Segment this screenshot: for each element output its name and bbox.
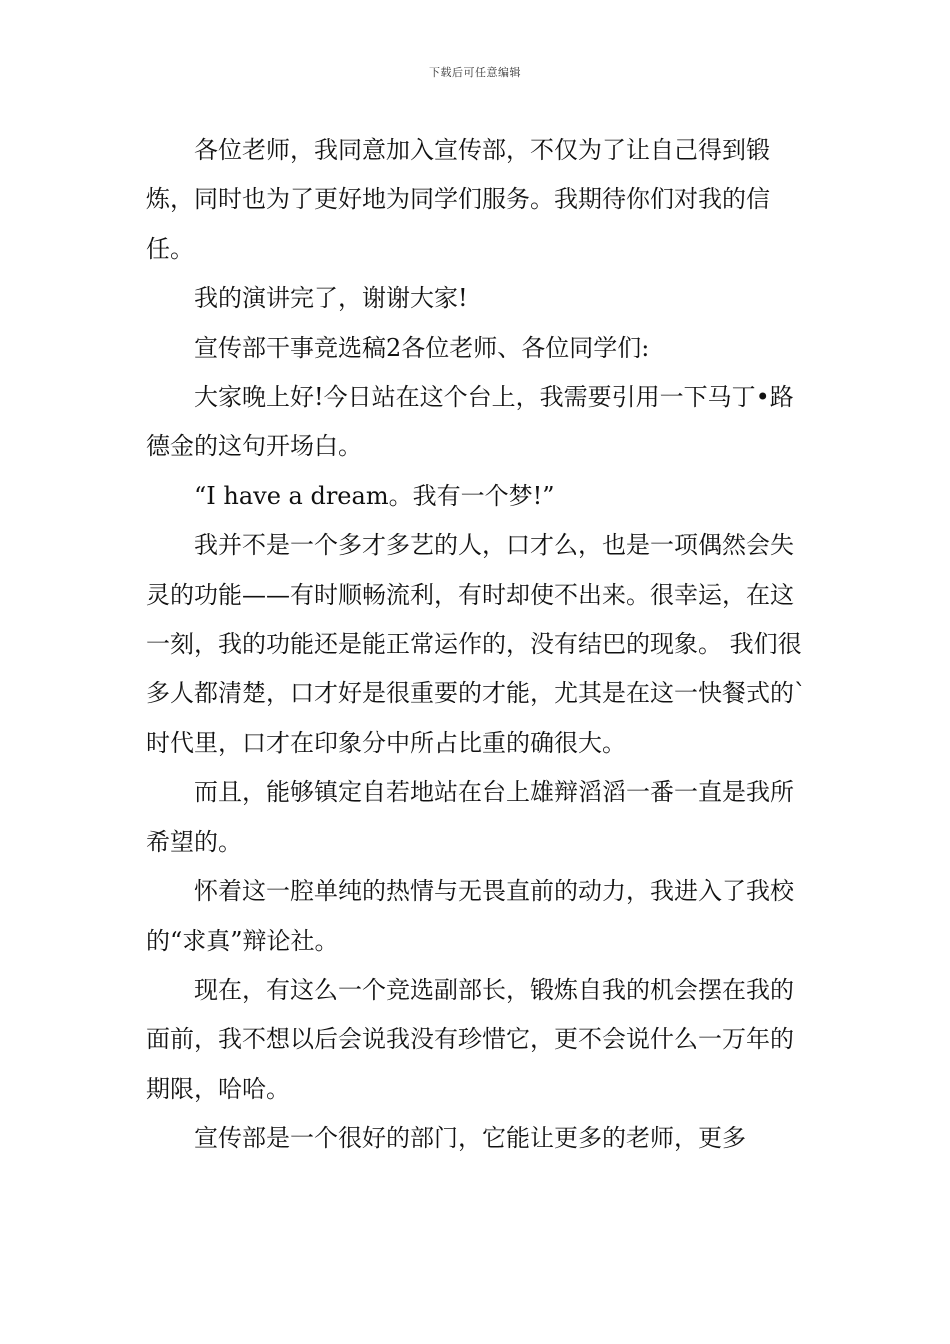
- paragraph-8: 怀着这一腔单纯的热情与无畏直前的动力，我进入了我校的“求真”辩论社。: [146, 877, 794, 955]
- header-note: 下载后可任意编辑: [429, 66, 521, 79]
- paragraph-1: 各位老师，我同意加入宣传部，不仅为了让自己得到锻炼，同时也为了更好地为同学们服务。我期待你们对我的信任。: [146, 136, 770, 263]
- paragraph-9: 现在，有这么一个竞选副部长，锻炼自我的机会摆在我的面前，我不想以后会说我没有珍惜它，更不会说什么一万年的期限，哈哈。: [146, 975, 794, 1103]
- paragraph-3: 宣传部干事竞选稿2各位老师、各位同学们:: [194, 333, 650, 362]
- paragraph-4: 大家晚上好!今日站在这个台上，我需要引用一下马丁•路德金的这句开场白。: [146, 383, 794, 461]
- paragraph-2: 我的演讲完了，谢谢大家!: [194, 284, 468, 313]
- paragraph-7: 而且，能够镇定自若地站在台上雄辩滔滔一番一直是我所希望的。: [146, 778, 794, 856]
- paragraph-10: 宣传部是一个很好的部门，它能让更多的老师，更多: [194, 1124, 746, 1153]
- paragraph-6: 我并不是一个多才多艺的人，口才么，也是一项偶然会失灵的功能——有时顺畅流利，有时却使不出来。很幸运，在这一刻，我的功能还是能正常运作的，没有结巴的现象。 我们很多人都清楚，口才好是很重要的才能，尤其是在这一快餐式的`时代里，口才在印象分中所占比重的确很大。: [146, 531, 806, 757]
- paragraph-5: “I have a dream。我有一个梦!”: [194, 481, 555, 510]
- document-body: [146, 126, 808, 1164]
